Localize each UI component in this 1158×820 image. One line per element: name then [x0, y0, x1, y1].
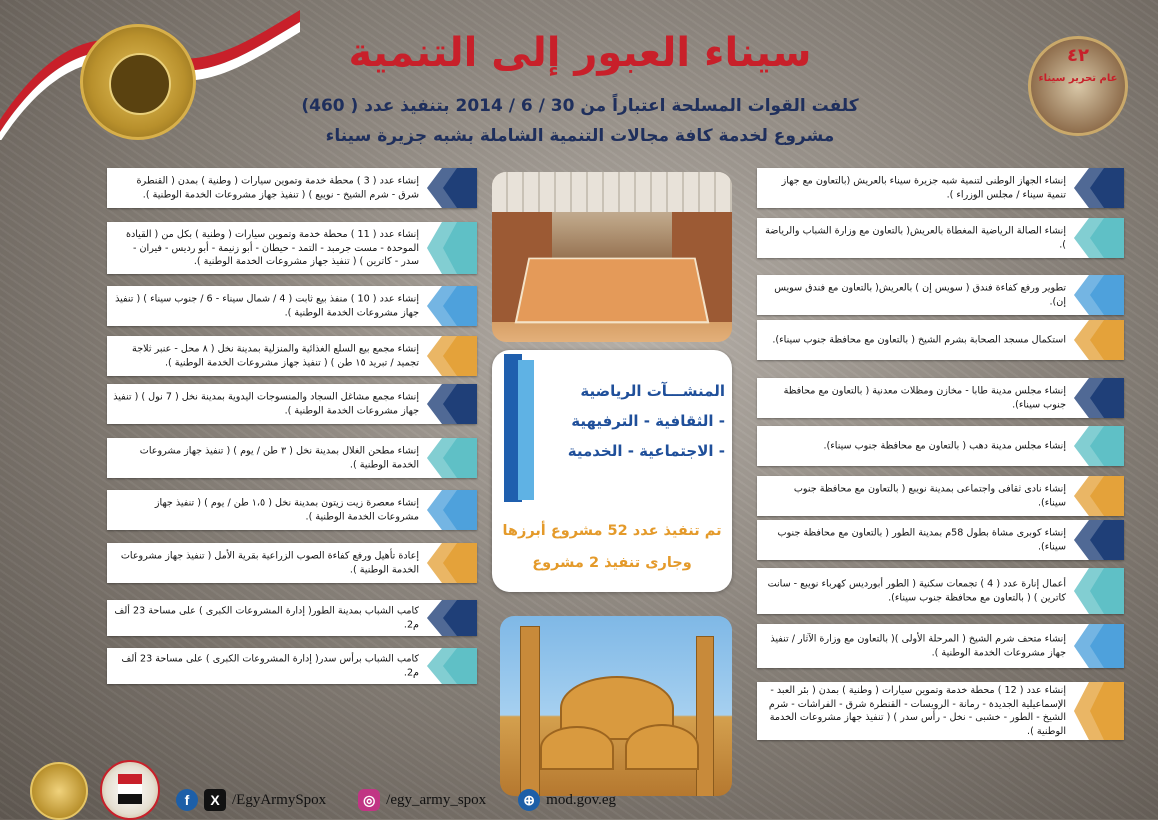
project-item	[757, 568, 1124, 614]
project-text: إعادة تأهيل ورفع كفاءة الصوب الزراعية بقرية الأمل ( تنفيذ جهاز مشروعات الخدمة الوطنية ).	[120, 550, 419, 575]
spokesman-logo	[100, 760, 160, 820]
instagram-handle[interactable]: /egy_army_spox	[386, 791, 487, 808]
badge-arrow-icon	[1074, 218, 1124, 258]
heading-line: - الاجتماعية - الخدمية	[567, 442, 725, 460]
project-item	[757, 168, 1124, 208]
sports-arena-photo	[492, 172, 732, 342]
accent-bar	[518, 360, 534, 500]
badge-arrow-icon	[427, 490, 477, 530]
project-text: إنشاء عدد ( 3 ) محطة خدمة وتموين سيارات ( وطنية ) بمدن ( القنطرة شرق - شرم الشيخ - نويبع ) ( تنفيذ جهاز مشروعات الخدمة الوطنية ).	[136, 175, 419, 200]
page-title: سيناء العبور إلى التنمية	[348, 30, 812, 76]
project-text: إنشاء عدد ( 12 ) محطة خدمة وتموين سيارات ( وطنية ) بمدن ( بئر العبد - الإسماعيلية الجديدة - رمانة - الرويسات - القنطرة شرق - الفراشات - شرم الشيخ - الطور - خشبى - نخل - رأس سدر ) ( تنفيذ جهاز مشروعات الخدمة الوطنية ).	[768, 685, 1066, 737]
x-icon[interactable]: X	[204, 789, 226, 811]
project-item	[107, 336, 477, 376]
project-text: إنشاء معصرة زيت زيتون بمدينة نخل ( ١،٥ طن / يوم ) ( تنفيذ جهاز مشروعات الخدمة الوطنية ).	[154, 497, 419, 522]
badge-arrow-icon	[1074, 426, 1124, 466]
badge-arrow-icon	[427, 543, 477, 583]
project-text: كامب الشباب برأس سدر( إدارة المشروعات الكبرى ) على مساحة 23 ألف م2.	[121, 653, 419, 678]
project-text: إنشاء الجهاز الوطنى لتنمية شبه جزيرة سيناء بالعريش (بالتعاون مع جهاز تنمية سيناء / مجلس الوزراء ).	[781, 175, 1066, 200]
badge-arrow-icon	[1074, 476, 1124, 516]
project-item	[757, 426, 1124, 466]
badge-arrow-icon	[427, 384, 477, 424]
badge-arrow-icon	[1074, 378, 1124, 418]
project-text: إنشاء عدد ( 11 ) محطة خدمة وتموين سيارات ( وطنية ) بكل من ( القيادة الموحدة - مست جرمبد - التمد - حيطان - أبو زنيمة - أبو رديس - فيران - سدر - كاترين ) ( تنفيذ جهاز مشروعات الخدمة الوطنية ).	[125, 228, 419, 267]
project-text: إنشاء متحف شرم الشيخ ( المرحلة الأولى )( بالتعاون مع وزارة الآثار / تنفيذ جهاز مشروعات الخدمة الوطنية ).	[770, 633, 1066, 658]
website-link[interactable]: mod.gov.eg	[546, 791, 617, 808]
badge-arrow-icon	[427, 286, 477, 326]
project-item	[107, 168, 477, 208]
heading-line: - الثقافية - الترفيهية	[571, 412, 725, 430]
project-text: إنشاء مجمع مشاغل السجاد والمنسوجات اليدوية بمدينة نخل ( 7 نول ) ( تنفيذ جهاز مشروعات الخدمة الوطنية ).	[113, 391, 419, 416]
project-text: كامب الشباب بمدينة الطور( إدارة المشروعات الكبرى ) على مساحة 23 ألف م2.	[114, 605, 419, 630]
badge-arrow-icon	[427, 438, 477, 478]
subtitle-line-1: كلفت القوات المسلحة اعتباراً من 30 / 6 / 2014 بتنفيذ عدد ( 460)	[301, 96, 859, 116]
in-progress-count: وجارى تنفيذ 2 مشروع	[532, 555, 692, 571]
project-text: استكمال مسجد الصحابة بشرم الشيخ ( بالتعاون مع محافظة جنوب سيناء).	[772, 334, 1066, 346]
project-item	[757, 275, 1124, 315]
project-text: إنشاء كوبرى مشاة بطول 58م بمدينة الطور ( بالتعاون مع محافظة جنوب سيناء).	[777, 527, 1066, 552]
project-item	[757, 520, 1124, 560]
footer-social-bar	[176, 788, 616, 812]
heading-line: المنشـــآت الرياضية	[580, 382, 725, 400]
badge-arrow-icon	[427, 600, 477, 636]
badge-text: عام تحرير سيناء	[1038, 73, 1118, 84]
project-item	[107, 543, 477, 583]
badge-number: ٤٢	[1067, 45, 1089, 66]
project-text: أعمال إنارة عدد ( 4 ) تجمعات سكنية ( الطور أبورديس كهرباء نويبع - سانت كاترين ) ( بالتعاون مع محافظة جنوب سيناء).	[767, 578, 1066, 603]
completed-count: تم تنفيذ عدد 52 مشروع أبرزها	[502, 523, 722, 539]
badge-arrow-icon	[427, 336, 477, 376]
badge-arrow-icon	[1074, 275, 1124, 315]
project-item	[107, 438, 477, 478]
project-item	[757, 320, 1124, 360]
badge-arrow-icon	[1074, 682, 1124, 740]
project-item	[107, 222, 477, 274]
project-item	[757, 476, 1124, 516]
mosque-photo	[500, 616, 732, 796]
project-text: إنشاء مجلس مدينة دهب ( بالتعاون مع محافظة جنوب سيناء).	[823, 440, 1066, 452]
project-text: إنشاء عدد ( 10 ) منفذ بيع ثابت ( 4 / شمال سيناء - 6 / جنوب سيناء ) ( تنفيذ جهاز مشروعات الخدمة الوطنية ).	[115, 293, 419, 318]
project-item	[757, 378, 1124, 418]
social-handle[interactable]: /EgyArmySpox	[232, 791, 327, 808]
project-text: إنشاء مجلس مدينة طابا - مخازن ومظلات معدنية ( بالتعاون مع محافظة جنوب سيناء).	[783, 385, 1066, 410]
project-text: تطوير ورفع كفاءة فندق ( سويس إن ) بالعريش( بالتعاون مع فندق سويس إن).	[774, 282, 1066, 307]
badge-arrow-icon	[1074, 624, 1124, 668]
project-text: إنشاء مطحن الغلال بمدينة نخل ( ٣ طن / يوم ) ( تنفيذ جهاز مشروعات الخدمة الوطنية ).	[139, 445, 419, 470]
web-icon[interactable]: ⊕	[518, 789, 540, 811]
project-item	[107, 384, 477, 424]
project-item	[757, 682, 1124, 740]
badge-arrow-icon	[1074, 520, 1124, 560]
completion-status	[492, 515, 732, 579]
facilities-heading	[540, 376, 725, 466]
badge-arrow-icon	[1074, 168, 1124, 208]
project-item	[107, 286, 477, 326]
project-text: إنشاء مجمع بيع السلع الغذائية والمنزلية بمدينة نخل ( ٨ محل - عنبر ثلاجة تجميد / تبريد ١٥ طن ) ( تنفيذ جهاز مشروعات الخدمة الوطنية ).	[132, 343, 419, 368]
badge-arrow-icon	[427, 168, 477, 208]
facebook-icon[interactable]: f	[176, 789, 198, 811]
project-item	[107, 600, 477, 636]
ministry-logo	[30, 762, 88, 820]
sinai-liberation-badge	[1028, 36, 1128, 136]
project-text: إنشاء نادى ثقافى واجتماعى بمدينة نويبع ( بالتعاون مع محافظة جنوب سيناء).	[793, 483, 1066, 508]
subtitle-line-2: مشروع لخدمة كافة مجالات التنمية الشاملة بشبه جزيرة سيناء	[325, 126, 835, 146]
project-item	[107, 648, 477, 684]
badge-arrow-icon	[1074, 568, 1124, 614]
armed-forces-seal	[80, 24, 196, 140]
project-item	[757, 624, 1124, 668]
badge-arrow-icon	[427, 648, 477, 684]
badge-arrow-icon	[427, 222, 477, 274]
project-text: إنشاء الصالة الرياضية المغطاة بالعريش( بالتعاون مع وزارة الشباب والرياضة ).	[765, 225, 1066, 250]
badge-arrow-icon	[1074, 320, 1124, 360]
instagram-icon[interactable]: ◎	[358, 789, 380, 811]
project-item	[107, 490, 477, 530]
project-item	[757, 218, 1124, 258]
